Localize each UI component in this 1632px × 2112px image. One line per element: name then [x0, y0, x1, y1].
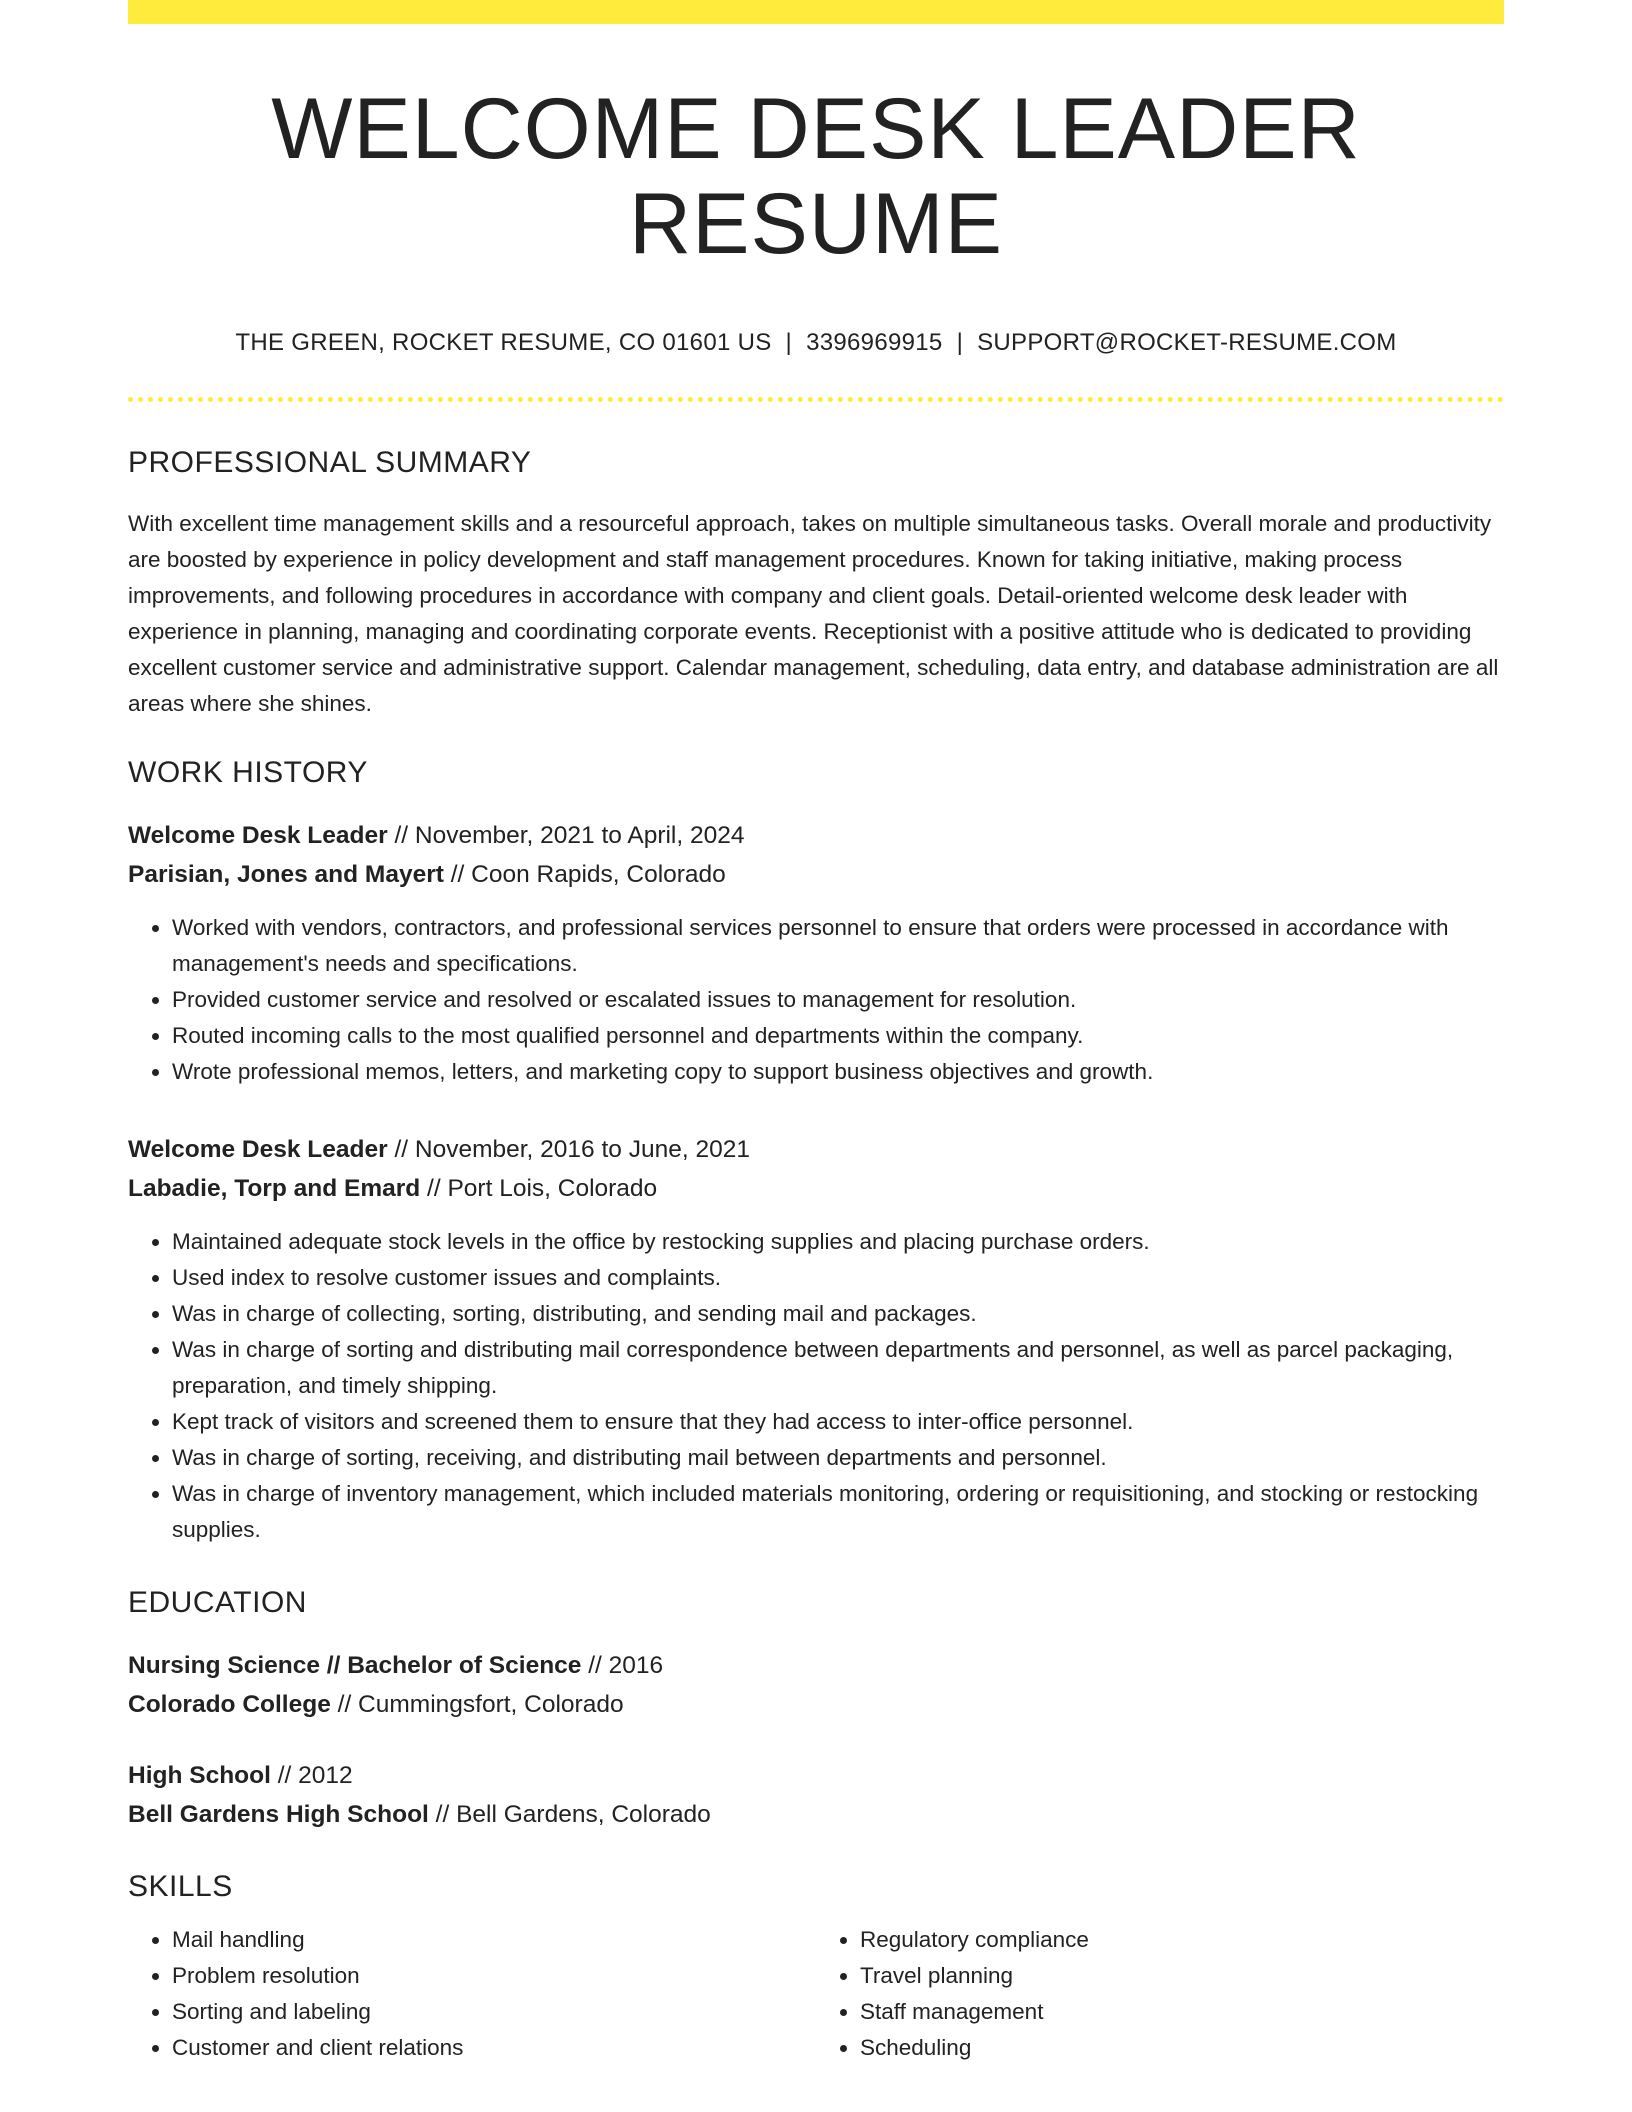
education-location: // Bell Gardens, Colorado	[428, 1801, 711, 1829]
accent-bar	[128, 0, 1504, 24]
skills-heading: SKILLS	[128, 1870, 233, 1904]
job-company: Parisian, Jones and Mayert	[128, 861, 444, 889]
skill-item: • Problem resolution	[172, 1958, 816, 1994]
job-company-line	[128, 855, 1504, 894]
job-bullet: • Was in charge of sorting, receiving, and distributing mail between departments and personnel.	[172, 1440, 1504, 1476]
job-bullet: • Kept track of visitors and screened them to ensure that they had access to inter-office personnel.	[172, 1404, 1504, 1440]
education-school-line	[128, 1685, 1504, 1724]
skill-item: • Customer and client relations	[172, 2030, 816, 2066]
contact-address: THE GREEN, ROCKET RESUME, CO 01601 US	[235, 329, 772, 357]
work-history-heading: WORK HISTORY	[128, 756, 368, 790]
job-entry	[128, 1130, 1504, 1548]
contact-phone: 3396969915	[806, 329, 943, 357]
skill-item: • Mail handling	[172, 1922, 816, 1958]
contact-line	[128, 329, 1504, 357]
job-bullets	[128, 910, 1504, 1090]
education-entry	[128, 1756, 1504, 1834]
skills-columns	[128, 1922, 1504, 2066]
contact-separator: |	[785, 329, 793, 357]
job-company-line	[128, 1169, 1504, 1208]
education-year: // 2016	[581, 1652, 664, 1680]
job-bullet: • Maintained adequate stock levels in the office by restocking supplies and placing purchase orders.	[172, 1224, 1504, 1260]
education-degree: High School	[128, 1762, 271, 1790]
resume-page	[128, 0, 1504, 2066]
job-bullet: • Was in charge of collecting, sorting, distributing, and sending mail and packages.	[172, 1296, 1504, 1332]
summary-text: With excellent time management skills and a resourceful approach, takes on multiple simultaneous tasks. Overall morale and productivity are boosted by experience in policy development and staff management procedures. Known for taking initiative, making process improvements, and following procedures in accordance with company and client goals. Detail-oriented welcome desk leader with experience in planning, managing and coordinating corporate events. Receptionist with a positive attitude who is dedicated to providing excellent customer service and administrative support. Calendar management, scheduling, data entry, and database administration are all areas where she shines.	[128, 511, 1499, 717]
job-title: Welcome Desk Leader	[128, 822, 388, 850]
job-company: Labadie, Torp and Emard	[128, 1175, 421, 1203]
job-title-line	[128, 1130, 1504, 1169]
job-location: // Coon Rapids, Colorado	[443, 861, 726, 889]
contact-email: SUPPORT@ROCKET-RESUME.COM	[977, 329, 1397, 357]
job-bullet: • Routed incoming calls to the most qualified personnel and departments within the company.	[172, 1018, 1504, 1054]
education-degree-line	[128, 1756, 1504, 1795]
skill-item: • Regulatory compliance	[860, 1922, 1504, 1958]
skill-item: • Travel planning	[860, 1958, 1504, 1994]
job-entry	[128, 816, 1504, 1090]
job-bullet: • Was in charge of inventory management, which included materials monitoring, ordering or requisitioning, and stocking or restocking supplies.	[172, 1476, 1504, 1548]
job-bullet: • Provided customer service and resolved or escalated issues to management for resolution.	[172, 982, 1504, 1018]
education-school-line	[128, 1795, 1504, 1834]
skill-item: • Staff management	[860, 1994, 1504, 2030]
skill-item: • Sorting and labeling	[172, 1994, 816, 2030]
job-bullet: • Worked with vendors, contractors, and professional services personnel to ensure that orders were processed in accordance with management's needs and specifications.	[172, 910, 1504, 982]
education-degree-line	[128, 1646, 1504, 1685]
education-school: Bell Gardens High School	[128, 1801, 429, 1829]
job-location: // Port Lois, Colorado	[420, 1175, 658, 1203]
job-bullets	[128, 1224, 1504, 1548]
job-bullet: • Wrote professional memos, letters, and marketing copy to support business objectives and growth.	[172, 1054, 1504, 1090]
dotted-divider	[128, 397, 1504, 402]
education-school: Colorado College	[128, 1691, 331, 1719]
job-dates: // November, 2021 to April, 2024	[387, 822, 745, 850]
job-bullet: • Used index to resolve customer issues and complaints.	[172, 1260, 1504, 1296]
job-dates: // November, 2016 to June, 2021	[387, 1136, 750, 1164]
skills-list-right	[816, 1922, 1504, 2066]
education-location: // Cummingsfort, Colorado	[330, 1691, 624, 1719]
education-heading: EDUCATION	[128, 1586, 307, 1620]
education-degree: Nursing Science // Bachelor of Science	[128, 1652, 582, 1680]
skills-list-left	[128, 1922, 816, 2066]
contact-separator: |	[956, 329, 964, 357]
education-year: // 2012	[270, 1762, 353, 1790]
job-title-line	[128, 816, 1504, 855]
skill-item: • Scheduling	[860, 2030, 1504, 2066]
job-bullet: • Was in charge of sorting and distributing mail correspondence between departments and personnel, as well as parcel packaging, preparation, and timely shipping.	[172, 1332, 1504, 1404]
job-title: Welcome Desk Leader	[128, 1136, 388, 1164]
resume-title: WELCOME DESK LEADER RESUME	[271, 81, 1361, 272]
education-entry	[128, 1646, 1504, 1724]
summary-heading: PROFESSIONAL SUMMARY	[128, 446, 532, 480]
